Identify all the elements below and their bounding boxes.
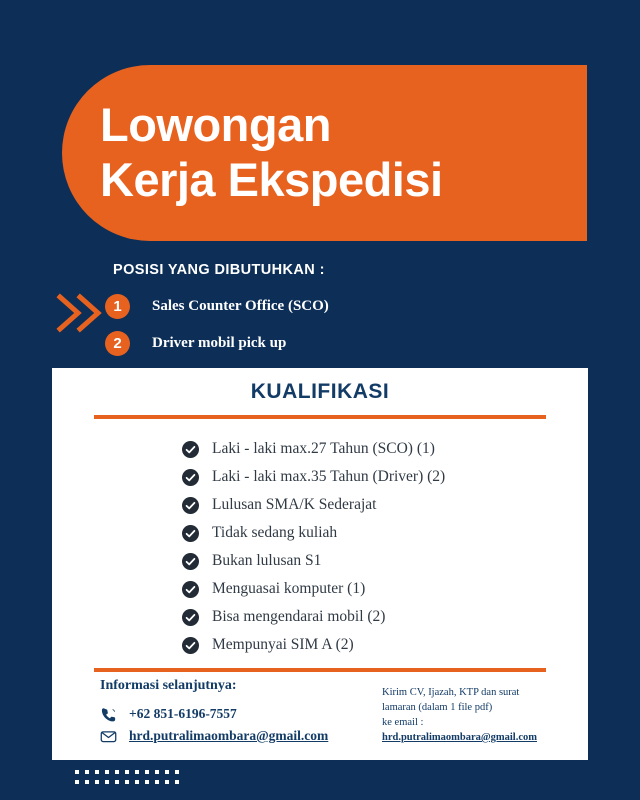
dot — [165, 780, 169, 784]
check-circle-icon — [182, 637, 199, 654]
instruction-line-1: Kirim CV, Ijazah, KTP dan surat — [382, 687, 520, 698]
contact-phone-row[interactable] — [100, 703, 328, 725]
list-item — [182, 603, 588, 631]
dot — [145, 780, 149, 784]
qualification-text: Laki - laki max.27 Tahun (SCO) (1) — [212, 440, 435, 457]
contact-email-value[interactable]: hrd.putralimaombara@gmail.com — [129, 728, 329, 743]
qualification-text: Menguasai komputer (1) — [212, 580, 366, 597]
email-icon — [100, 728, 117, 745]
phone-icon — [100, 706, 117, 723]
position-number-badge: 1 — [105, 294, 130, 319]
dot — [175, 770, 179, 774]
dot — [105, 780, 109, 784]
qualifications-heading: KUALIFIKASI — [250, 380, 390, 403]
title-banner — [62, 65, 587, 241]
check-circle-icon — [182, 469, 199, 486]
position-number-badge: 2 — [105, 331, 130, 356]
dot — [95, 770, 99, 774]
contact-section — [52, 668, 588, 760]
qualification-text: Bisa mengendarai mobil (2) — [212, 608, 386, 625]
dot — [125, 770, 129, 774]
contact-primary — [100, 678, 328, 747]
contact-email-row[interactable] — [100, 725, 328, 747]
double-chevron-right-icon — [56, 292, 104, 334]
list-item — [182, 491, 588, 519]
position-item[interactable] — [105, 290, 329, 323]
qualifications-list — [52, 435, 588, 659]
contact-instructions — [382, 686, 572, 746]
check-circle-icon — [182, 441, 199, 458]
title-line-1: Lowongan — [100, 98, 331, 152]
dot — [155, 770, 159, 774]
dot — [75, 770, 79, 774]
dot — [115, 770, 119, 774]
dot — [75, 780, 79, 784]
dot — [105, 770, 109, 774]
check-circle-icon — [182, 581, 199, 598]
qualifications-panel — [52, 368, 588, 760]
positions-heading: POSISI YANG DIBUTUHKAN : — [113, 262, 325, 278]
title-line-2: Kerja Ekspedisi — [100, 153, 443, 206]
check-circle-icon — [182, 553, 199, 570]
dot — [115, 780, 119, 784]
instruction-line-2: lamaran (dalam 1 file pdf) — [382, 701, 493, 713]
dot — [125, 780, 129, 784]
dot — [85, 780, 89, 784]
qualification-text: Bukan lulusan S1 — [212, 552, 322, 569]
dot — [135, 780, 139, 784]
list-item — [182, 547, 588, 575]
dot — [135, 770, 139, 774]
divider-bottom — [94, 668, 546, 672]
dot — [145, 770, 149, 774]
dot — [175, 780, 179, 784]
list-item — [182, 631, 588, 659]
dot — [165, 770, 169, 774]
instruction-line-3: ke email : — [382, 716, 424, 728]
instruction-email-link[interactable]: hrd.putralimaombara@gmail.com — [382, 731, 538, 743]
dot — [95, 780, 99, 784]
dot — [85, 770, 89, 774]
qualification-text: Laki - laki max.35 Tahun (Driver) (2) — [212, 468, 446, 485]
dot — [155, 780, 159, 784]
qualification-text: Tidak sedang kuliah — [212, 524, 338, 541]
list-item — [182, 519, 588, 547]
contact-heading: Informasi selanjutnya: — [100, 678, 237, 693]
check-circle-icon — [182, 497, 199, 514]
check-circle-icon — [182, 525, 199, 542]
list-item — [182, 463, 588, 491]
list-item — [182, 575, 588, 603]
qualification-text: Lulusan SMA/K Sederajat — [212, 496, 377, 513]
position-label: Driver mobil pick up — [152, 335, 287, 351]
positions-section — [0, 255, 640, 365]
list-item — [182, 435, 588, 463]
contact-phone-value: +62 851-6196-7557 — [129, 706, 237, 721]
check-circle-icon — [182, 609, 199, 626]
qualification-text: Mempunyai SIM A (2) — [212, 636, 354, 653]
divider-top — [94, 415, 546, 419]
position-item[interactable] — [105, 327, 329, 360]
position-label: Sales Counter Office (SCO) — [152, 298, 329, 314]
positions-list — [105, 290, 329, 364]
decorative-dot-grid — [75, 770, 182, 787]
